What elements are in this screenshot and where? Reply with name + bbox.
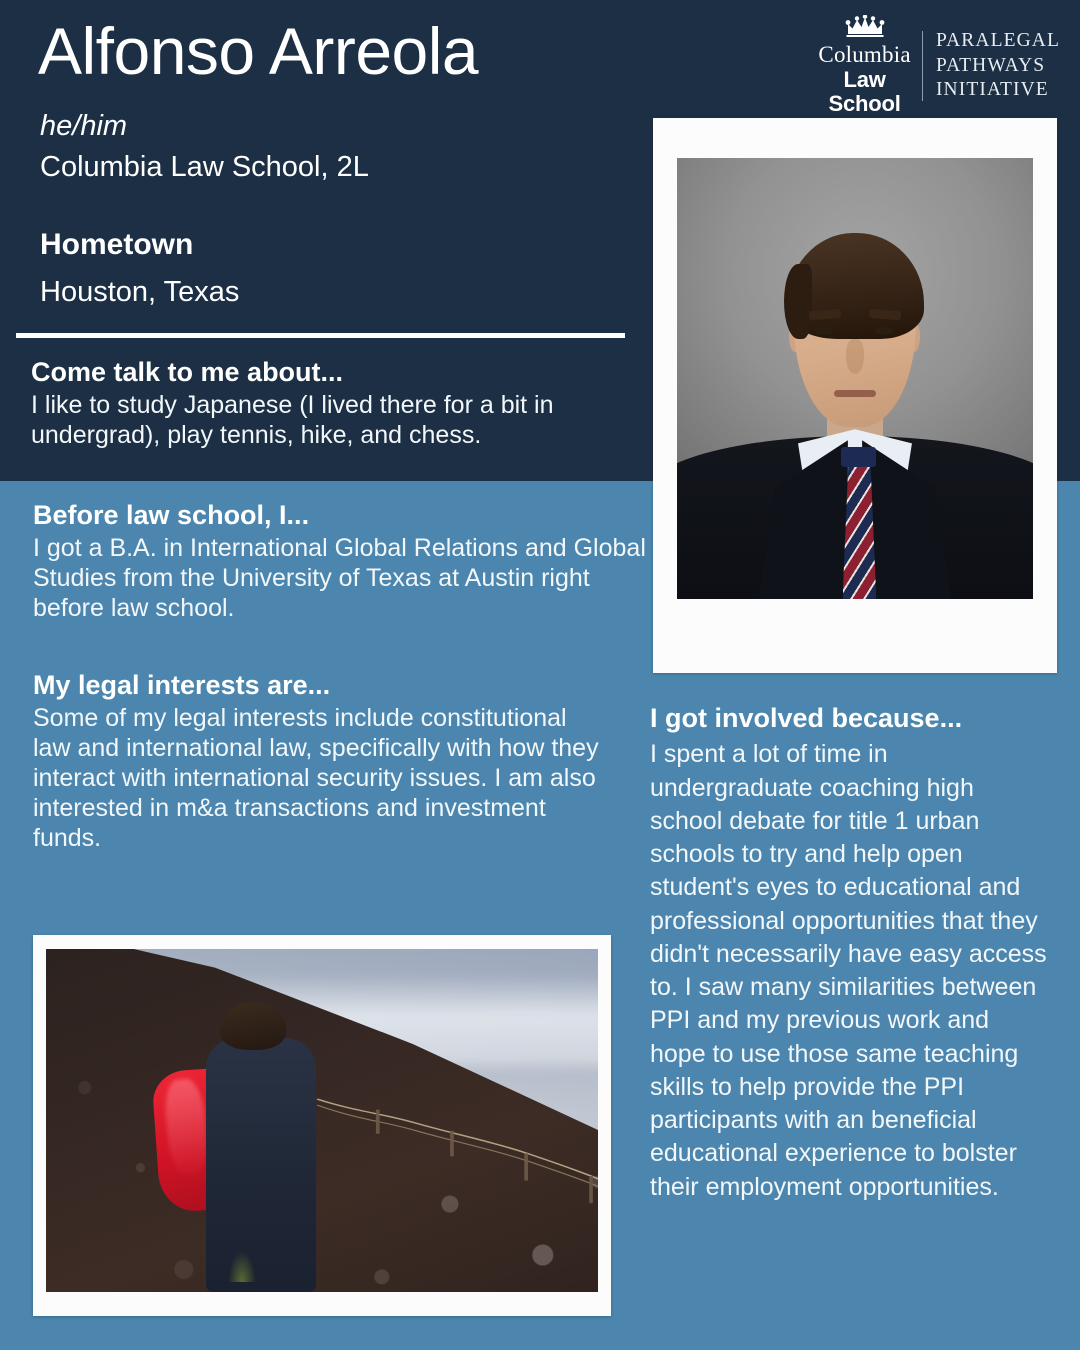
section-body: I got a B.A. in International Global Relations and Global Studies from the University of Texas at Austin right before law school. — [33, 534, 646, 623]
hometown-value: Houston, Texas — [40, 276, 240, 308]
logo-law-school-text: Law School — [828, 66, 901, 117]
section-my-legal-interests — [33, 670, 603, 853]
headshot-eye-left — [814, 326, 833, 335]
section-heading: I got involved because... — [650, 703, 963, 733]
ppi-line-1: PARALEGAL — [935, 29, 1060, 51]
headshot-photo — [677, 158, 1033, 599]
headshot-eye-right — [875, 326, 894, 335]
hiking-photo-frame — [33, 935, 611, 1316]
hiking-photo — [46, 949, 598, 1292]
logo-divider — [922, 31, 923, 101]
section-body: I spent a lot of time in undergraduate coaching high school debate for title 1 urban schools to try and help open student's eyes to educational and professional opportunities that they didn't necessarily have easy access to. I saw many similarities between PPI and my previous work and hope to use those same teaching skills to help provide the PPI participants with an beneficial educational experience to bolster their employment opportunities. — [650, 740, 1047, 1201]
columbia-law-ppi-logo — [812, 27, 1060, 117]
page-title: Alfonso Arreola — [38, 14, 479, 88]
school-affiliation: Columbia Law School, 2L — [40, 151, 369, 183]
headshot-mouth — [834, 390, 877, 397]
logo-columbia-text: Columbia — [818, 42, 911, 68]
hiking-person-body — [206, 1038, 316, 1292]
section-before-law-school — [33, 500, 647, 623]
crown-icon — [812, 15, 917, 42]
hiking-rope-barrier — [311, 1090, 598, 1241]
ppi-wordmark — [936, 29, 1060, 104]
hiking-person-head — [220, 1002, 286, 1050]
section-heading: Come talk to me about... — [31, 357, 344, 387]
columbia-law-wordmark — [812, 15, 917, 117]
hiking-grass-tuft — [228, 1251, 256, 1282]
divider-rule — [16, 333, 625, 338]
headshot-hair-side — [784, 264, 812, 339]
section-come-talk-to-me-about — [31, 357, 647, 450]
section-body: Some of my legal interests include constitutional law and international law, specifically with how they interact with international security issues. I am also interested in m&a transactions and investment funds. — [33, 704, 599, 853]
section-heading: Before law school, I... — [33, 500, 310, 530]
headshot-nose — [846, 339, 864, 374]
headshot-tie-knot — [841, 447, 877, 467]
section-heading: My legal interests are... — [33, 670, 331, 700]
section-i-got-involved-because — [650, 703, 1050, 1204]
ppi-line-2: PATHWAYS — [935, 54, 1046, 76]
pronouns: he/him — [40, 110, 128, 142]
hometown-label: Hometown — [40, 228, 194, 261]
section-body: I like to study Japanese (I lived there for a bit in undergrad), play tennis, hike, and chess. — [31, 391, 554, 450]
headshot-photo-frame — [653, 118, 1057, 673]
ppi-line-3: INITIATIVE — [935, 79, 1049, 101]
